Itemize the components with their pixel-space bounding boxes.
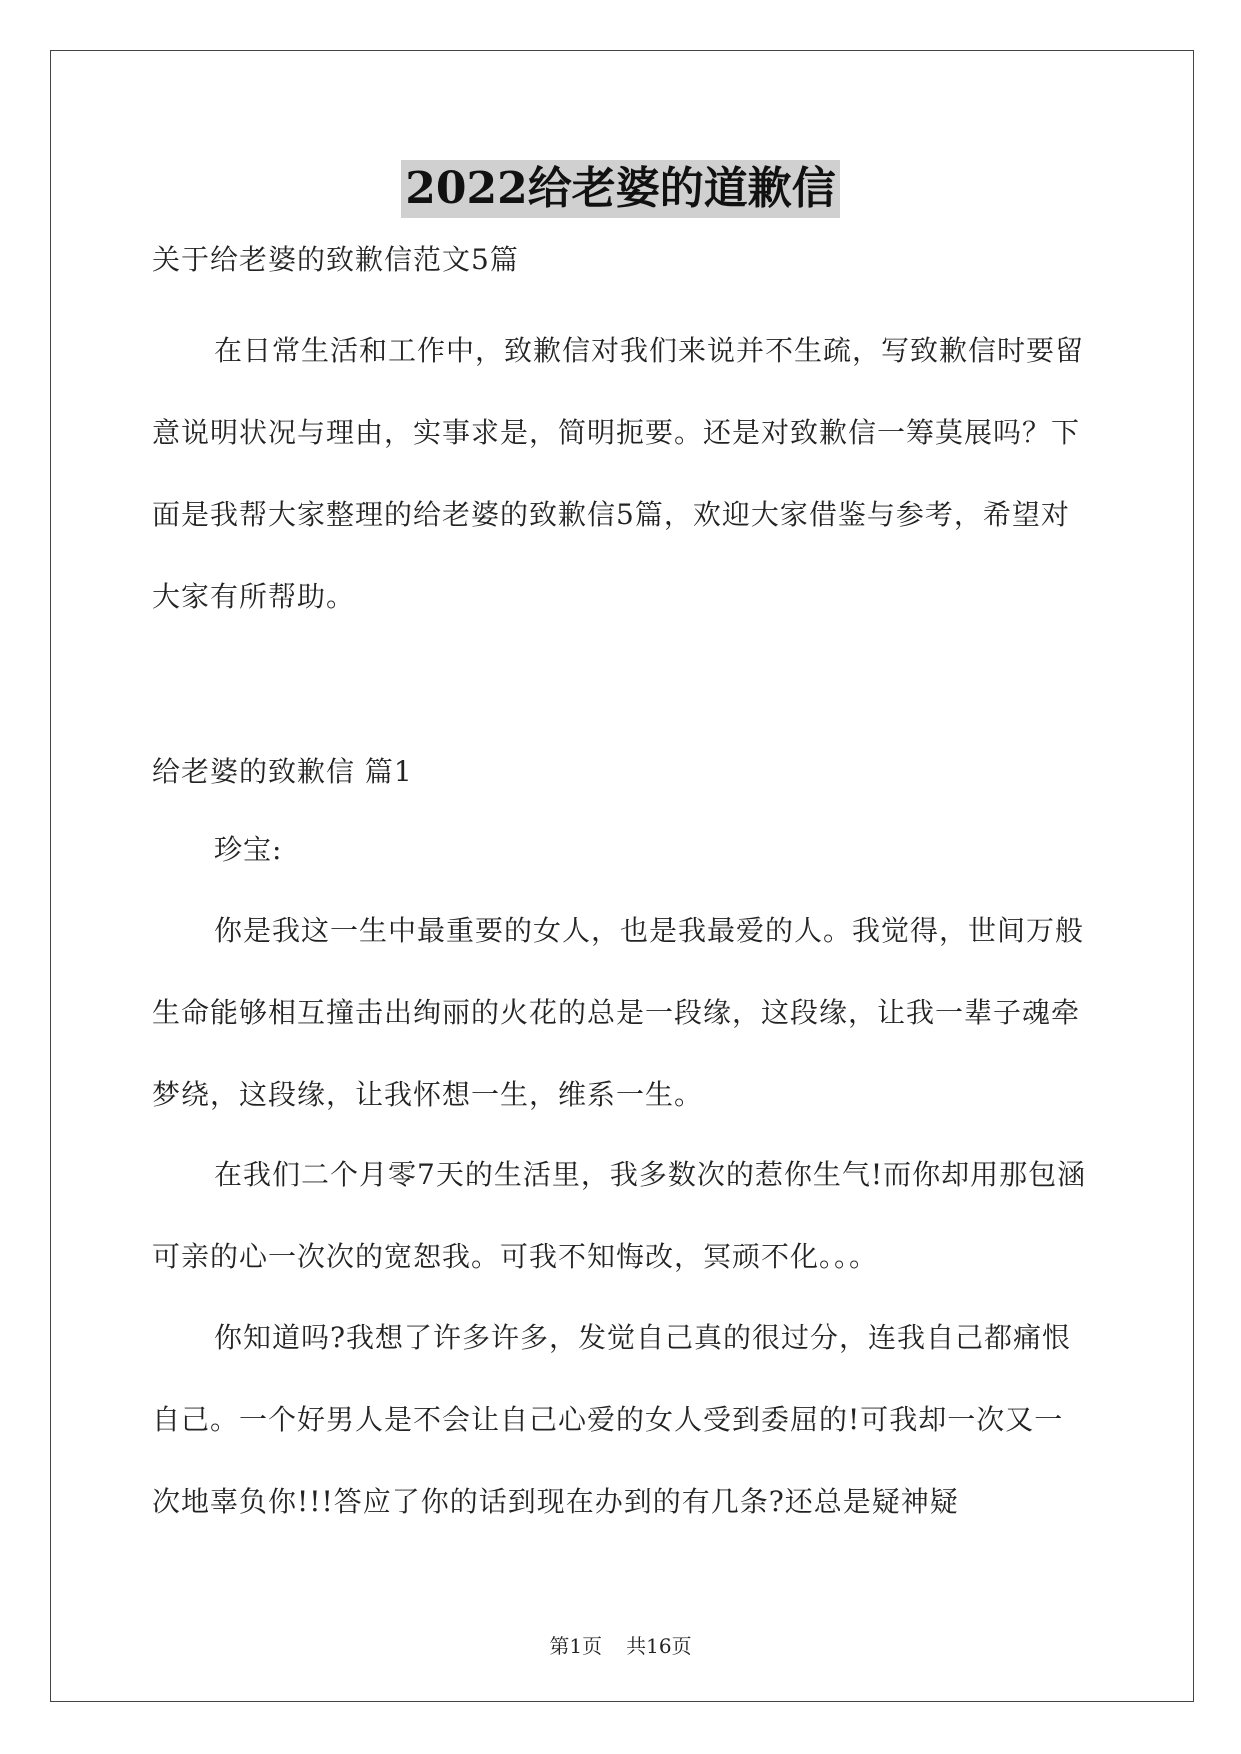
salutation: 珍宝: bbox=[214, 833, 283, 866]
document-title: 2022给老婆的道歉信 bbox=[401, 160, 839, 218]
page-footer bbox=[0, 1630, 1241, 1659]
page-number-current: 第1页 bbox=[549, 1634, 603, 1658]
intro-paragraph: 在日常生活和工作中，致歉信对我们来说并不生疏，写致歉信时要留意说明状况与理由，实事求是，简明扼要。还是对致歉信一筹莫展吗？下面是我帮大家整理的给老婆的致歉信5篇，欢迎大家借鉴与参考，希望对大家有所帮助。 bbox=[152, 334, 1085, 613]
page-number-total: 共16页 bbox=[626, 1634, 692, 1658]
body-paragraph-2: 在我们二个月零7天的生活里，我多数次的惹你生气!而你却用那包涵可亲的心一次次的宽恕我。可我不知悔改，冥顽不化。。。 bbox=[152, 1158, 1087, 1273]
body-paragraph-3: 你知道吗?我想了许多许多，发觉自己真的很过分，连我自己都痛恨自己。一个好男人是不会让自己心爱的女人受到委屈的!可我却一次又一次地辜负你!!!答应了你的话到现在办到的有几条?还总是疑神疑 bbox=[152, 1321, 1072, 1518]
body-paragraph-1: 你是我这一生中最重要的女人，也是我最爱的人。我觉得，世间万般生命能够相互撞击出绚丽的火花的总是一段缘，这段缘，让我一辈子魂牵梦绕，这段缘，让我怀想一生，维系一生。 bbox=[152, 914, 1085, 1111]
section-heading: 给老婆的致歉信 篇1 bbox=[152, 755, 413, 788]
document-subtitle: 关于给老婆的致歉信范文5篇 bbox=[152, 243, 519, 276]
title-container bbox=[0, 160, 1241, 218]
